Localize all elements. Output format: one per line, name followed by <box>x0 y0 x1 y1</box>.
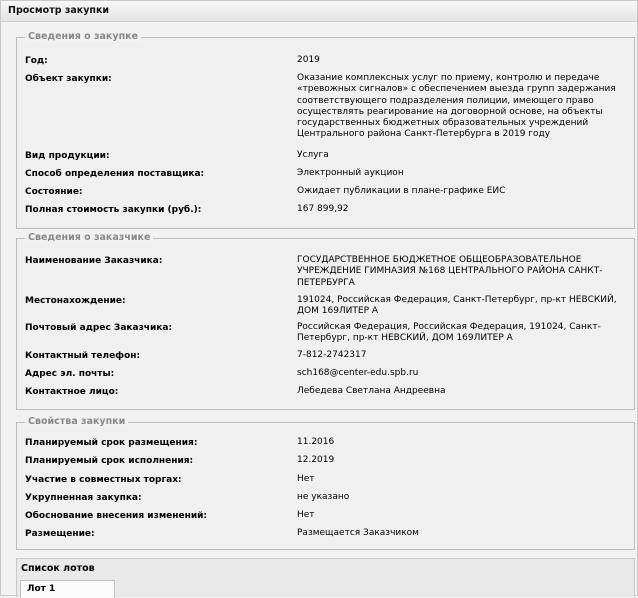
customer-name-label: Наименование Заказчика: <box>25 256 163 266</box>
object-label: Объект закупки: <box>25 74 112 84</box>
placement-term-value: 11.2016 <box>297 437 335 447</box>
purchase-properties-legend: Свойства закупки <box>25 416 128 427</box>
total-cost-label: Полная стоимость закупки (руб.): <box>25 205 202 215</box>
customer-info-legend: Сведения о заказчике <box>25 232 153 243</box>
joint-tender-value: Нет <box>297 474 315 484</box>
location-value: 191024, Российская Федерация, Санкт-Петербург, пр-кт НЕВСКИЙ, ДОМ 169ЛИТЕР А <box>297 295 617 317</box>
placement-value: Размещается Заказчиком <box>297 528 419 538</box>
email-label: Адрес эл. почты: <box>25 369 115 379</box>
placement-term-label: Планируемый срок размещения: <box>25 438 198 448</box>
status-label: Состояние: <box>25 187 83 197</box>
product-type-label: Вид продукции: <box>25 151 110 161</box>
changes-reason-label: Обоснование внесения изменений: <box>25 511 208 521</box>
year-label: Год: <box>25 56 48 66</box>
purchase-info-section <box>16 31 635 229</box>
purchase-info-legend: Сведения о закупке <box>25 31 141 42</box>
location-label: Местонахождение: <box>25 296 126 306</box>
lot-tab-1[interactable] <box>20 580 115 598</box>
method-label: Способ определения поставщика: <box>25 169 205 179</box>
customer-name-value: ГОСУДАРСТВЕННОЕ БЮДЖЕТНОЕ ОБЩЕОБРАЗОВАТЕЛЬНОЕ УЧРЕЖДЕНИЕ ГИМНАЗИЯ №168 ЦЕНТРАЛЬНОГО РАЙОНА САНКТ-ПЕТЕРБУРГА <box>297 255 603 288</box>
placement-label: Размещение: <box>25 529 95 539</box>
consolidated-label: Укрупненная закупка: <box>25 493 142 503</box>
consolidated-value: не указано <box>297 492 350 502</box>
purchase-properties-section <box>16 416 635 550</box>
joint-tender-label: Участие в совместных торгах: <box>25 475 182 485</box>
contact-person-value: Лебедева Светлана Андреевна <box>297 386 446 396</box>
contact-person-label: Контактное лицо: <box>25 387 119 397</box>
method-value: Электронный аукцион <box>297 168 404 178</box>
lots-title: Список лотов <box>21 563 95 574</box>
execution-term-label: Планируемый срок исполнения: <box>25 456 194 466</box>
postal-address-value: Российская Федерация, Российская Федерация, 191024, Санкт-Петербург, пр-кт НЕВСКИЙ, ДОМ 169ЛИТЕР А <box>297 322 601 344</box>
panel-header <box>1 1 637 22</box>
status-value: Ожидает публикации в плане-графике ЕИС <box>297 186 506 196</box>
changes-reason-value: Нет <box>297 510 315 520</box>
object-value: Оказание комплексных услуг по приему, контролю и передаче «тревожных сигналов» с обеспечением выезда групп задержания соответствующего подразделения полиции, имеющего право осуществлять реагирование на договорной основе, на объекты государственных бюджетных образовательных учреждений Центрального района Санкт-Петербурга в 2019 году <box>297 73 616 140</box>
panel-title: Просмотр закупки <box>8 5 110 16</box>
total-cost-value: 167 899,92 <box>297 204 349 214</box>
email-value: sch168@center-edu.spb.ru <box>297 368 419 378</box>
lot-tab-label: Лот 1 <box>27 584 56 594</box>
postal-address-label: Почтовый адрес Заказчика: <box>25 323 173 333</box>
phone-label: Контактный телефон: <box>25 351 141 361</box>
year-value: 2019 <box>297 55 320 65</box>
lots-panel <box>16 558 635 597</box>
phone-value: 7-812-2742317 <box>297 350 367 360</box>
customer-info-section <box>16 232 635 410</box>
product-type-value: Услуга <box>297 150 329 160</box>
execution-term-value: 12.2019 <box>297 455 335 465</box>
